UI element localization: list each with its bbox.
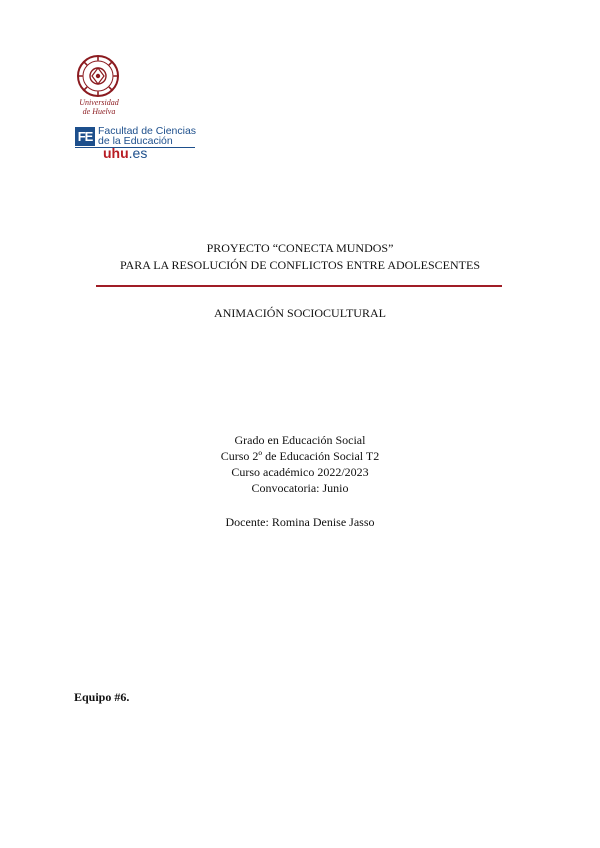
uhu-logo-suffix: .es: [128, 145, 148, 161]
subject-name: ANIMACIÓN SOCIOCULTURAL: [214, 306, 386, 320]
university-seal-logo: [76, 54, 120, 98]
university-name-logotype: Universidad de Huelva: [79, 98, 119, 116]
uhu-logo-main: uhu: [103, 145, 129, 161]
teacher-text: Docente: Romina Denise Jasso: [225, 515, 375, 529]
call-text: Convocatoria: Junio: [251, 481, 349, 495]
uhu-logo: [103, 145, 147, 161]
degree-text: Grado en Educación Social: [234, 433, 366, 447]
team-label: Equipo #6.: [74, 690, 130, 704]
course-text: Curso 2º de Educación Social T2: [220, 449, 380, 463]
faculty-fe-logo: FE: [75, 127, 95, 146]
academic-year-text: Curso académico 2022/2023: [231, 465, 369, 479]
project-title-line1: PROYECTO “CONECTA MUNDOS”: [206, 241, 394, 255]
project-title-line2: PARA LA RESOLUCIÓN DE CONFLICTOS ENTRE ADOLESCENTES: [119, 258, 481, 272]
faculty-name-line2: de la Educación: [98, 135, 173, 147]
faculty-name-line1: Facultad de Ciencias: [98, 125, 197, 137]
title-divider: [96, 285, 502, 287]
